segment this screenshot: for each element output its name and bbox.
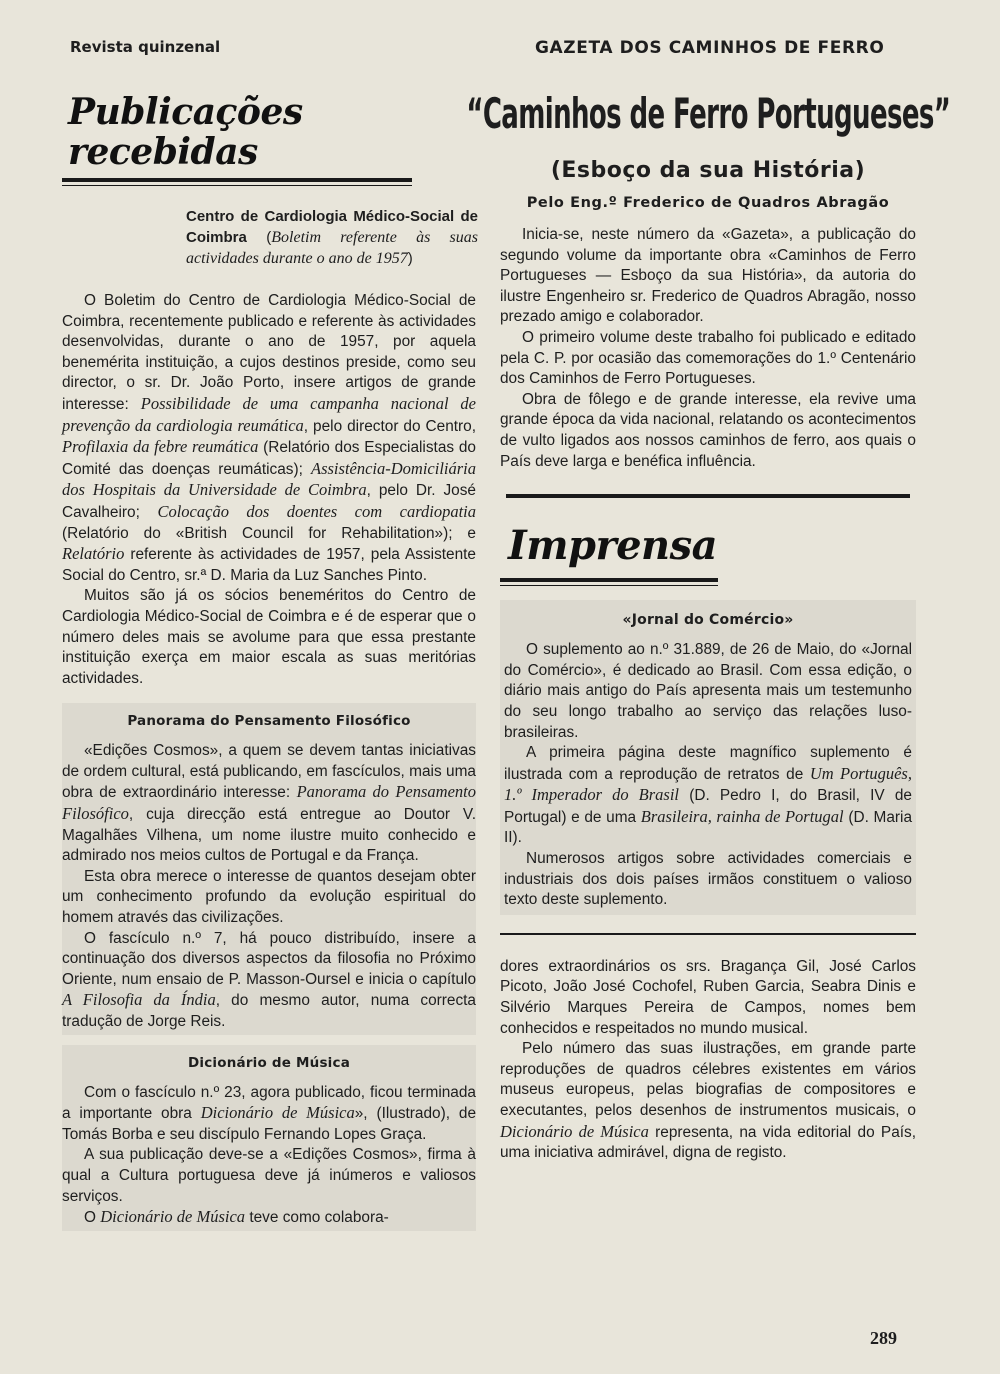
left-column [62, 92, 476, 1231]
paragraph: A sua publicação deve-se a «Edições Cosmos», firma à qual a Cultura portuguesa deve já inúmeros e valiosos serviços. [62, 1146, 476, 1205]
publicacoes-body [62, 291, 476, 689]
bibliographic-entry: Centro de Cardiologia Médico-Social de Coimbra (Boletim referente às suas actividades durante o ano de 1957) [186, 208, 478, 267]
caminhos-title: “Caminhos de Ferro Portugueses” [466, 89, 950, 138]
paragraph: A primeira página deste magnífico suplemento é ilustrada com a reprodução de retratos de Um Português, 1.º Imperador do Brasil (D. Pedro I, do Brasil, IV de Portugal) e de uma Brasileira, rainha de Portugal (D. Maria II). [504, 744, 913, 847]
panorama-section [62, 703, 476, 1034]
running-head-left: Revista quinzenal [70, 38, 221, 56]
paragraph: Com o fascículo n.º 23, agora publicado, ficou terminada a importante obra Dicionário de Música», (Ilustrado), de Tomás Borba e seu discípulo Fernando Lopes Graça. [62, 1083, 476, 1143]
paragraph: Pelo número das suas ilustrações, em grande parte reproduções de quadros célebres existentes em vários museus europeus, pelas biografias de compositores e executantes, pelos desenhos de instrumentos musicais, o Dicionário de Música representa, na vida editorial do País, uma iniciativa admirável, digna de registo. [500, 1040, 917, 1162]
caminhos-subtitle: (Esboço da sua História) [550, 158, 866, 183]
title-rule-thin [500, 585, 718, 586]
section-heading: Panorama do Pensamento Filosófico [127, 713, 411, 730]
paragraph: dores extraordinários os srs. Bragança Gil, José Carlos Picoto, João José Cochofel, Ruben Garcia, Seabra Dinis e Silvério Marques Pereira de Campos, nomes bem conhecidos e respeitados no mundo musical. [500, 957, 916, 1037]
paragraph: «Edições Cosmos», a quem se devem tantas iniciativas de ordem cultural, está publicando, em fascículos, mais uma obra de extraordinário interesse: Panorama do Pensamento Filosófico, cuja direcção está entregue ao Doutor V. Magalhães Vilhena, um nome ilustre muito conhecido e admirado nos meios cultos de Portugal e da França. [62, 742, 476, 865]
section-heading: «Jornal do Comércio» [622, 612, 794, 629]
title-rule-thin [62, 185, 412, 186]
paragraph: O Boletim do Centro de Cardiologia Médico-Social de Coimbra, recentemente publicado e referente às actividades desenvolvidas, durante o ano de 1957, por aquela benemérita instituição, a cujos destinos preside, como seu director, o sr. Dr. João Porto, insere artigos de grande interesse: Possibilidade de uma campanha nacional de prevenção da cardiologia reumática, pelo director do Centro, Profilaxia da febre reumática (Relatório dos Especialistas do Comité das doenças reumáticas); Assistência-Domiciliária dos Hospitais da Universidade de Coimbra, pelo Dr. José Cavalheiro; Colocação dos doentes com cardiopatia (Relatório do «British Council for Rehabilitation»); e Relatório referente às actividades de 1957, pela Assistente Social do Centro, sr.ª D. Maria da Luz Sanches Pinto. [62, 292, 477, 584]
section-divider [506, 494, 910, 498]
paragraph: O primeiro volume deste trabalho foi publicado e editado pela C. P. por ocasião das comemorações do 1.º Centenário dos Caminhos de Ferro Portugueses. [500, 328, 916, 388]
publicacoes-title: Publicações recebidas [68, 91, 303, 173]
caminhos-body [500, 225, 916, 472]
paragraph: Muitos são já os sócios beneméritos do Centro de Cardiologia Médico-Social de Coimbra e é de esperar que o número deles mais se avolume para que essa prestante instituição exerça em maior escala as suas meritórias actividades. [62, 587, 476, 687]
jornal-section [500, 600, 916, 915]
paragraph: O Dicionário de Música teve como colabora- [84, 1207, 389, 1227]
paragraph: O suplemento ao n.º 31.889, de 26 de Maio, do «Jornal do Comércio», é dedicado ao Brasil. Com essa edição, o diário mais antigo do País apresenta mais um testemunho do seu longo trabalho ao serviço das relações luso-brasileiras. [504, 641, 912, 741]
dicionario-continuation [500, 957, 916, 1164]
dicionario-section [62, 1045, 476, 1231]
section-heading: Dicionário de Música [187, 1054, 351, 1071]
imprensa-title: Imprensa [508, 522, 718, 570]
paragraph: Numerosos artigos sobre actividades comerciais e industriais dos dois países irmãos constituem o valioso texto deste suplemento. [504, 850, 912, 909]
paragraph: Obra de fôlego e de grande interesse, ela revive uma grande época da vida nacional, relatando os acontecimentos de vulto ligados aos nossos caminhos de ferro, aos quais o País deve larga e benéfica influência. [500, 390, 916, 470]
paragraph: Esta obra merece o interesse de quantos desejam obter um conhecimento profundo da evolução espiritual do homem através das civilizações. [62, 867, 476, 927]
title-rule-thick [62, 178, 412, 182]
bib-organization: Centro de Cardiologia Médico-Social de Coimbra [186, 208, 478, 246]
running-head-right: GAZETA DOS CAMINHOS DE FERRO [535, 38, 885, 58]
caminhos-byline: Pelo Eng.º Frederico de Quadros Abragão [526, 195, 890, 211]
paragraph: O fascículo n.º 7, há pouco distribuído, insere a continuação dos diversos aspectos da filosofia no Próximo Oriente, num ensaio de P. Masson-Oursel e inicia o capítulo A Filosofia da Índia, do mesmo autor, numa correcta tradução de Jorge Reis. [62, 929, 476, 1030]
page-number: 289 [870, 1328, 897, 1348]
paragraph: Inicia-se, neste número da «Gazeta», a publicação do segundo volume da importante obra «Caminhos de Ferro Portugueses — Esboço da sua História», da autoria do ilustre Engenheiro sr. Frederico de Quadros Abragão, nosso prezado amigo e colaborador. [500, 226, 916, 326]
title-rule-thick [500, 578, 718, 582]
bib-title: Boletim referente às suas actividades durante o ano de 1957 [186, 229, 478, 267]
caminhos-title-wrap [466, 89, 950, 150]
section-divider [500, 933, 916, 935]
right-column [466, 89, 950, 1164]
